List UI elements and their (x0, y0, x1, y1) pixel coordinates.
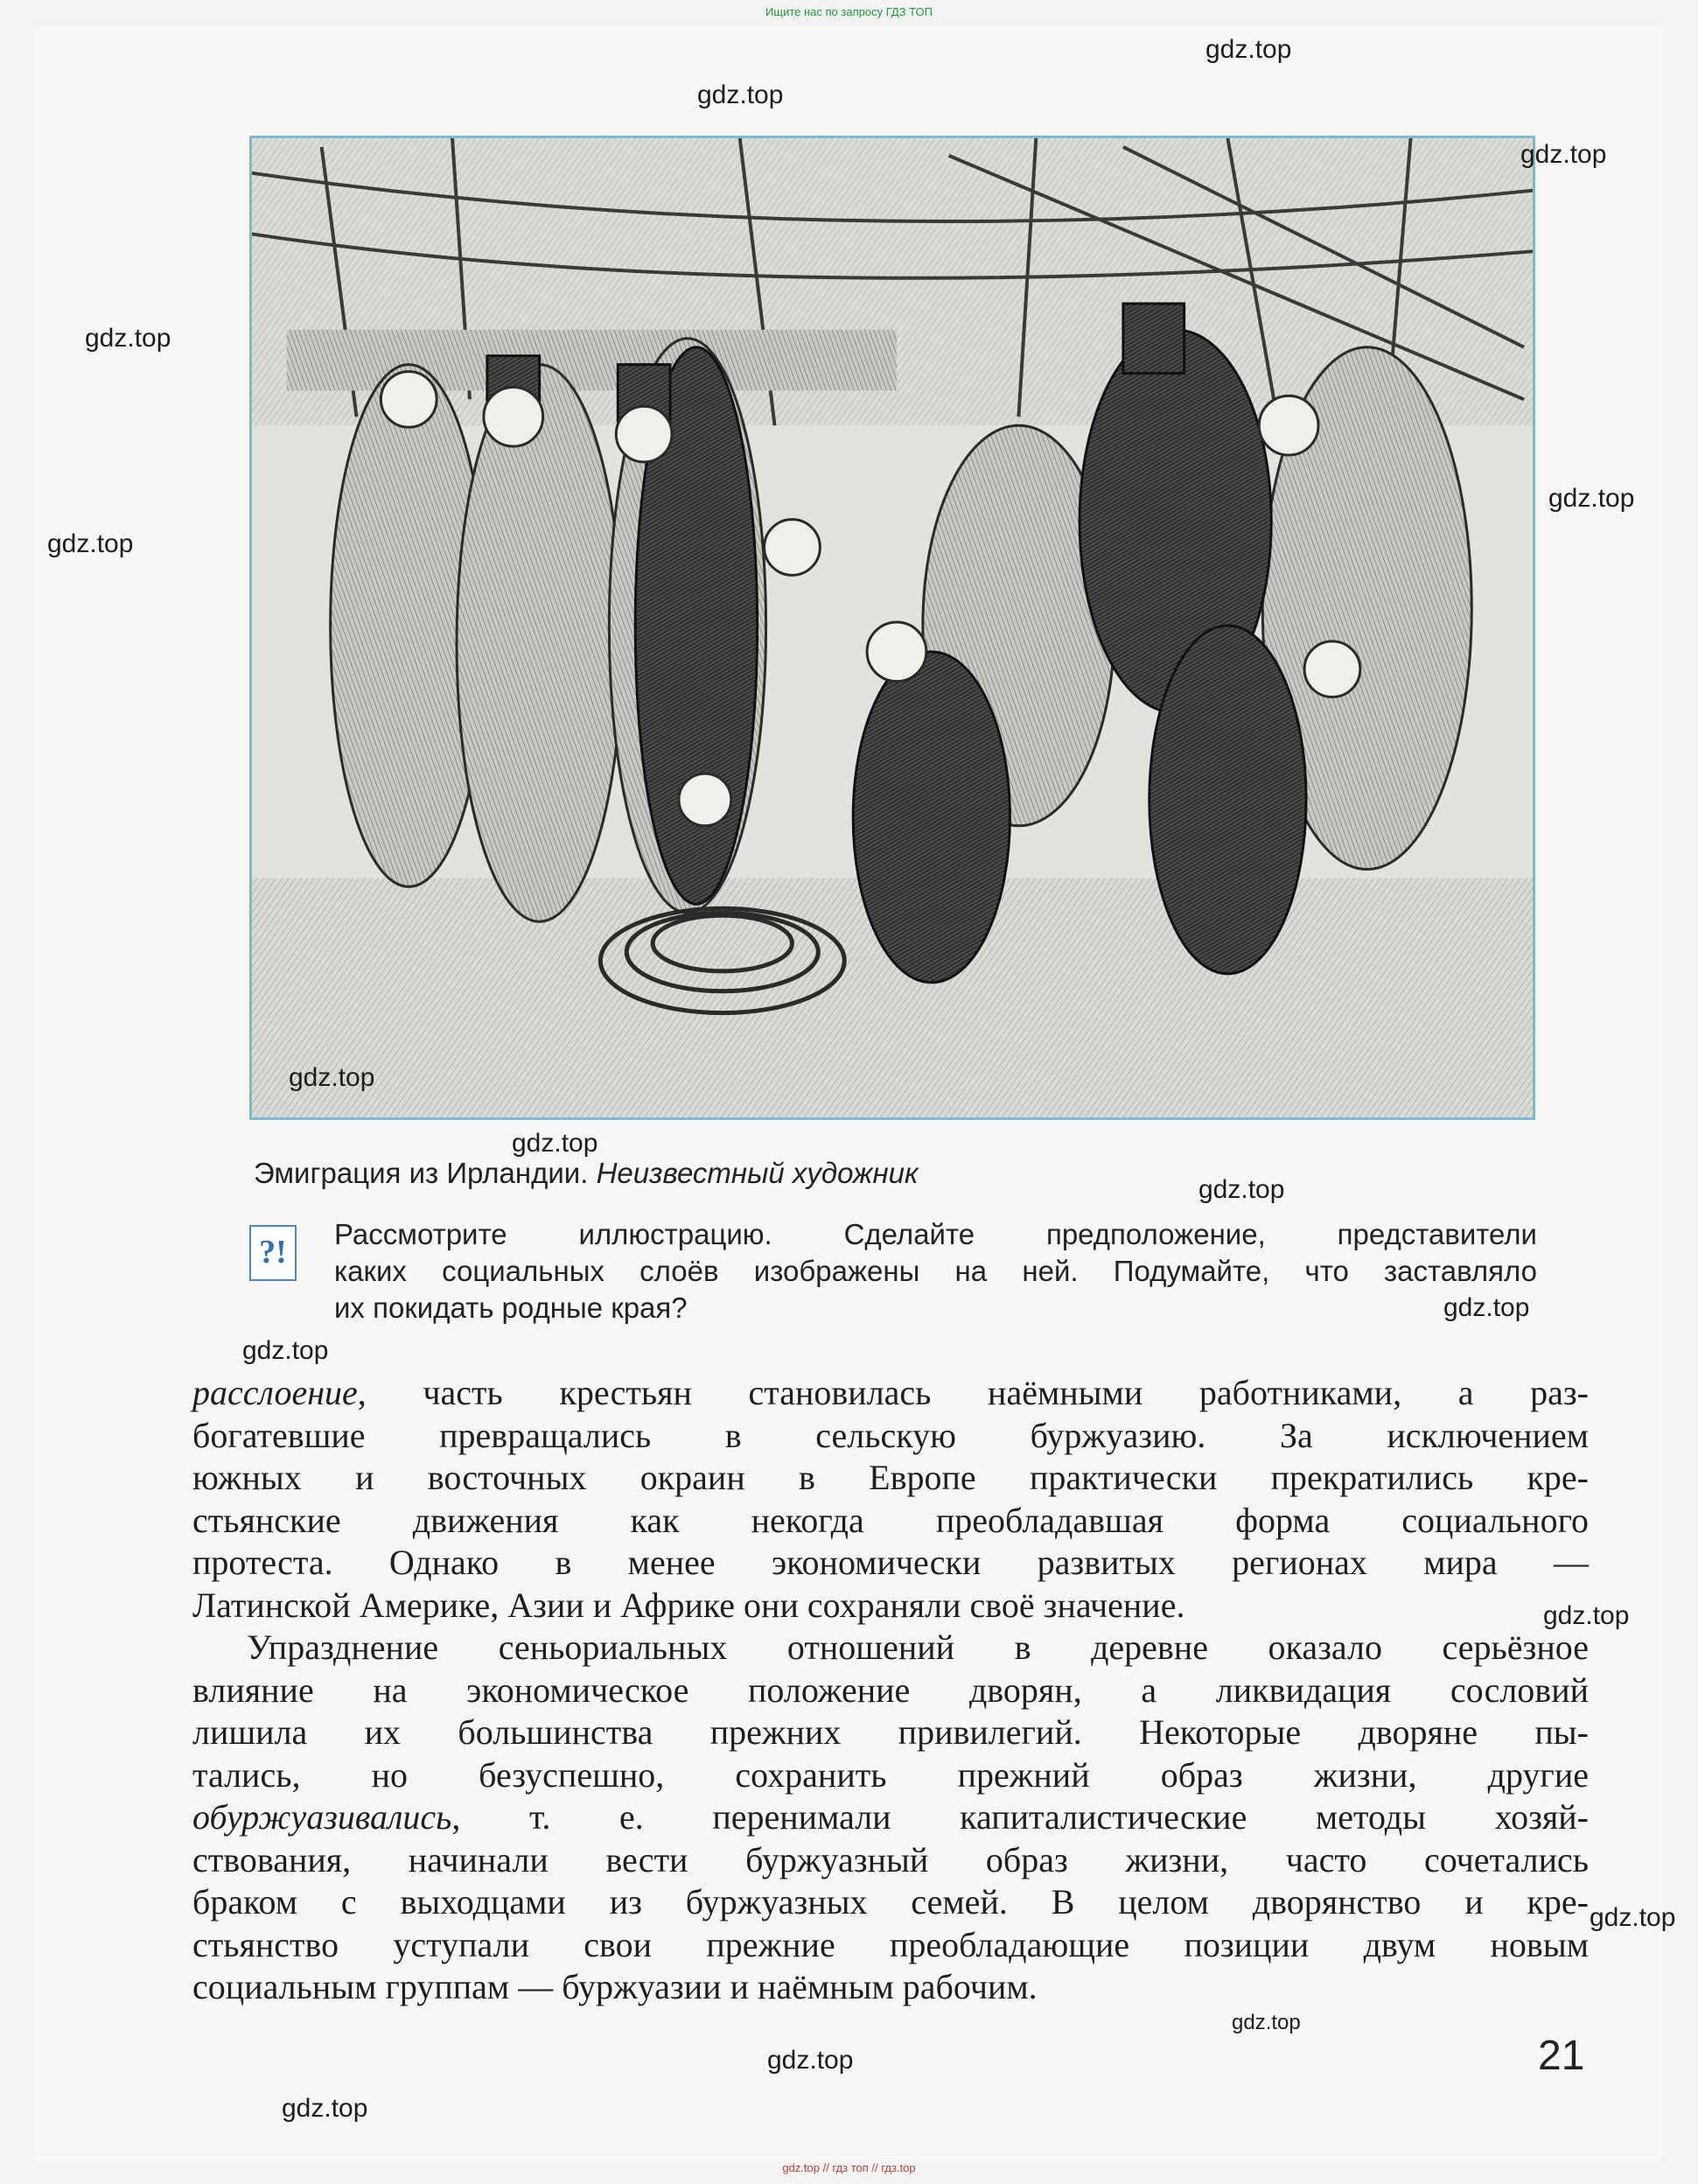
watermark: gdz.top (1548, 484, 1635, 513)
main-text (192, 1372, 1589, 2009)
question-task-icon: ?! (249, 1225, 297, 1281)
text-line: протеста. Однако в менее экономически развитых регионах мира — (192, 1543, 1589, 1582)
task-line: их покидать родные края? (334, 1292, 688, 1324)
watermark: gdz.top (512, 1129, 598, 1158)
watermark: gdz.top (1443, 1293, 1530, 1322)
watermark: gdz.top (1590, 1903, 1676, 1932)
footer-note: gdz.top // гдз топ // гдз.top (782, 2161, 916, 2174)
term-embourgeoisement: обуржуазивались (192, 1797, 452, 1837)
text-line: стьянство уступали свои прежние преобладающие позиции двум новым (192, 1924, 1589, 1964)
text-fragment: , часть крестьян становилась наёмными работниками, а раз- (357, 1373, 1589, 1412)
text-line: стьянские движения как некогда преобладавшая форма социального (192, 1500, 1589, 1540)
emigration-illustration (249, 136, 1535, 1120)
watermark: gdz.top (289, 1063, 375, 1092)
text-line: лишила их большинства прежних привилегий. Некоторые дворяне пы- (192, 1712, 1589, 1752)
text-line: тались, но безуспешно, сохранить прежний образ жизни, другие (192, 1754, 1589, 1795)
watermark: gdz.top (242, 1336, 329, 1365)
task-line: Рассмотрите иллюстрацию. Сделайте предположение, представители (334, 1218, 1537, 1250)
engraving-image (252, 138, 1533, 1117)
watermark: gdz.top (47, 529, 134, 558)
watermark: gdz.top (697, 80, 784, 109)
text-line: богатевшие превращались в сельскую буржуазию. За исключением (192, 1415, 1589, 1455)
header-note: Ищите нас по запросу ГДЗ ТОП (765, 5, 933, 18)
text-line: южных и восточных окраин в Европе практически прекратились кре- (192, 1458, 1589, 1497)
watermark: gdz.top (282, 2094, 368, 2123)
task-line: каких социальных слоёв изображены на ней. Подумайте, что заставляло (334, 1255, 1537, 1287)
caption-title: Эмиграция из Ирландии. (254, 1157, 589, 1189)
watermark: gdz.top (767, 2046, 854, 2075)
illustration-caption (254, 1157, 919, 1190)
text-line: браком с выходцами из буржуазных семей. В целом дворянство и кре- (192, 1882, 1589, 1922)
text-line: ствования, начинали вести буржуазный образ жизни, часто сочетались (192, 1839, 1589, 1880)
text-line: социальным группам — буржуазии и наёмным рабочим. (192, 1967, 1038, 2006)
watermark: gdz.top (1198, 1175, 1285, 1204)
caption-author: Неизвестный художник (596, 1157, 919, 1189)
page-number: 21 (1538, 2033, 1585, 2079)
text-line (192, 1796, 1589, 1839)
watermark: gdz.top (85, 324, 171, 353)
task-text (334, 1216, 1537, 1326)
text-line (192, 1372, 1589, 1415)
text-line: Латинской Америке, Азии и Африке они сохраняли своё значение. (192, 1585, 1185, 1625)
watermark: gdz.top (1205, 35, 1292, 64)
text-line: Упразднение сеньориальных отношений в деревне оказало серьёзное (247, 1628, 1589, 1667)
text-line: влияние на экономическое положение дворян, а ликвидация сословий (192, 1670, 1589, 1710)
watermark: gdz.top (1543, 1601, 1630, 1630)
watermark: gdz.top (1232, 2011, 1301, 2034)
watermark: gdz.top (1520, 140, 1607, 169)
text-fragment: , т. е. перенимали капиталистические методы хозяй- (451, 1797, 1589, 1837)
term-stratification: расслоение (192, 1373, 358, 1412)
